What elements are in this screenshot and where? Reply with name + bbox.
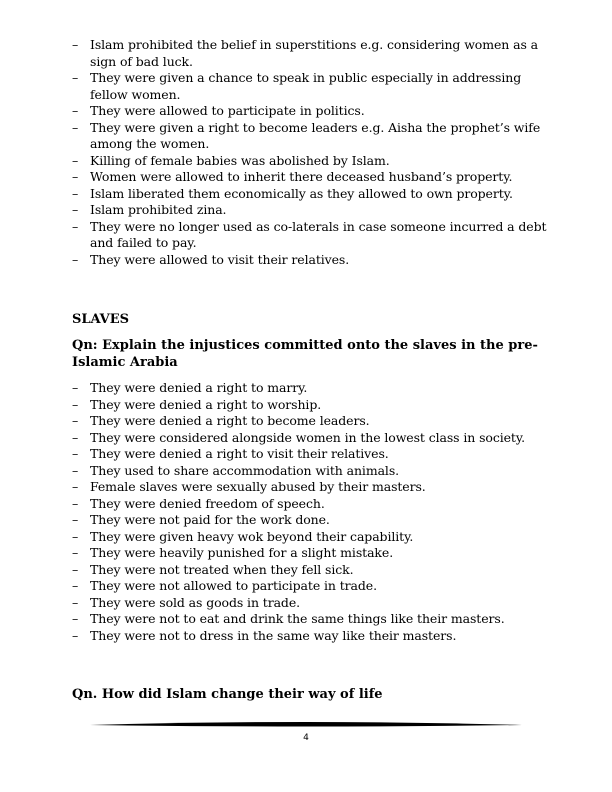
- page-number: 4: [303, 733, 309, 743]
- slave-injustices-list: [72, 380, 552, 644]
- list-item: – They were allowed to visit their relatives.: [72, 252, 552, 269]
- list-item: – They were denied a right to worship.: [72, 397, 552, 414]
- list-item: – They used to share accommodation with animals.: [72, 463, 552, 480]
- list-item: – They were denied a right to visit their relatives.: [72, 446, 552, 463]
- list-item: – They were not treated when they fell sick.: [72, 562, 552, 579]
- list-item: – They were not to eat and drink the same things like their masters.: [72, 611, 552, 628]
- list-item: – Islam prohibited the belief in superstitions e.g. considering women as a sign of bad luck.: [72, 37, 552, 70]
- list-item: – They were not to dress in the same way like their masters.: [72, 628, 552, 645]
- list-item: – Female slaves were sexually abused by their masters.: [72, 479, 552, 496]
- list-item: – They were heavily punished for a slight mistake.: [72, 545, 552, 562]
- list-item: – They were no longer used as co-laterals in case someone incurred a debt and failed to pay.: [72, 219, 552, 252]
- list-item: – Islam prohibited zina.: [72, 202, 552, 219]
- list-item: – They were considered alongside women in the lowest class in society.: [72, 430, 552, 447]
- list-item: – They were not allowed to participate in trade.: [72, 578, 552, 595]
- list-item: – Killing of female babies was abolished by Islam.: [72, 153, 552, 170]
- list-item: – They were not paid for the work done.: [72, 512, 552, 529]
- list-item: – They were given a right to become leaders e.g. Aisha the prophet’s wife among the women.: [72, 120, 552, 153]
- list-item: – They were sold as goods in trade.: [72, 595, 552, 612]
- list-item: – They were denied a right to marry.: [72, 380, 552, 397]
- list-item: – They were given a chance to speak in public especially in addressing fellow women.: [72, 70, 552, 103]
- list-item: – They were denied a right to become leaders.: [72, 413, 552, 430]
- footer-divider: [90, 720, 522, 730]
- list-item: – They were denied freedom of speech.: [72, 496, 552, 513]
- list-item: – They were allowed to participate in politics.: [72, 103, 552, 120]
- section-heading-slaves: SLAVES: [72, 312, 130, 327]
- list-item: – Women were allowed to inherit there deceased husband’s property.: [72, 169, 552, 186]
- women-rights-list: [72, 37, 552, 268]
- list-item: – They were given heavy wok beyond their capability.: [72, 529, 552, 546]
- list-item: – Islam liberated them economically as they allowed to own property.: [72, 186, 552, 203]
- question-heading-injustices: Qn: Explain the injustices committed onto the slaves in the pre-Islamic Arabia: [72, 338, 538, 370]
- question-heading-change: Qn. How did Islam change their way of life: [72, 687, 383, 702]
